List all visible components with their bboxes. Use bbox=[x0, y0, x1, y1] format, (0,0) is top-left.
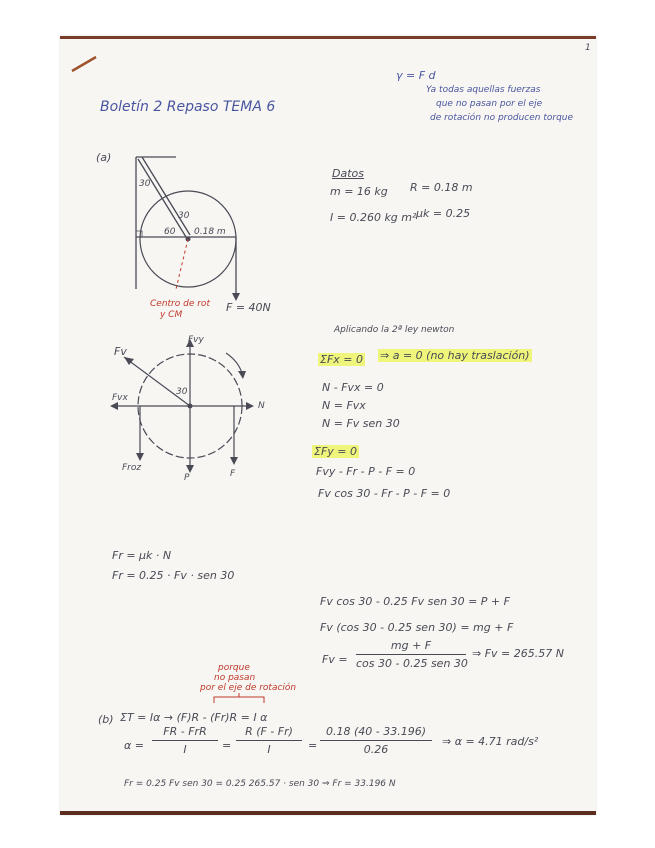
sum-fy-text: ΣFy = 0 bbox=[314, 445, 357, 458]
radius-label: 0.18 m bbox=[194, 227, 226, 237]
solve-eq-1: Fv cos 30 - 0.25 Fv sen 30 = P + F bbox=[320, 595, 510, 608]
alpha-f1-den: I bbox=[183, 743, 187, 756]
eq-n-minus-fvx: N - Fvx = 0 bbox=[322, 381, 384, 394]
datos-inertia: I = 0.260 kg m² bbox=[330, 211, 417, 224]
torque-note-line-3: de rotación no producen torque bbox=[430, 113, 574, 123]
notebook-page bbox=[60, 36, 596, 815]
note-bracket bbox=[210, 693, 270, 705]
no-translation-note bbox=[378, 349, 532, 362]
torque-formula: γ = F d bbox=[396, 69, 436, 82]
fv-result: ⇒ Fv = 265.57 N bbox=[472, 647, 564, 660]
part-b-note-2: no pasan bbox=[214, 673, 256, 683]
page-number: 1 bbox=[585, 43, 591, 53]
angle-60: 60 bbox=[164, 227, 176, 237]
datos-mass: m = 16 kg bbox=[330, 185, 388, 198]
solve-fraction bbox=[356, 639, 466, 670]
fbd-angle: 30 bbox=[176, 387, 188, 397]
datos-heading: Datos bbox=[332, 167, 364, 180]
eq-n-equals-fvx: N = Fvx bbox=[322, 399, 366, 412]
part-a-label: (a) bbox=[96, 151, 112, 164]
page-title: Boletín 2 Repaso TEMA 6 bbox=[100, 99, 276, 115]
force-f-label: F bbox=[230, 469, 236, 479]
weight-label: P bbox=[184, 473, 190, 483]
normal-label: N bbox=[258, 401, 265, 411]
solve-eq-2: Fv (cos 30 - 0.25 sen 30) = mg + F bbox=[320, 621, 514, 634]
torque-note-line-1: Ya todas aquellas fuerzas bbox=[426, 85, 541, 95]
eq-n-fv-sen: N = Fv sen 30 bbox=[322, 417, 400, 430]
equals-1: = bbox=[222, 739, 232, 752]
torque-note-line-2: que no pasan por el eje bbox=[436, 99, 543, 109]
sum-fy bbox=[312, 445, 359, 458]
pen-mark-icon bbox=[70, 53, 100, 73]
alpha-fraction-1 bbox=[152, 725, 218, 756]
friction-label: Froz bbox=[122, 463, 142, 473]
no-translation-text: ⇒ a = 0 (no hay traslación) bbox=[380, 349, 530, 362]
alpha-lhs: α = bbox=[124, 739, 144, 752]
fvy-label: Fvy bbox=[188, 335, 204, 345]
alpha-f1-num: FR - FrR bbox=[163, 725, 207, 738]
newton-heading: Aplicando la 2ª ley newton bbox=[334, 325, 455, 335]
friction-eq-2: Fr = 0.25 · Fv · sen 30 bbox=[112, 569, 235, 582]
fr-calculation: Fr = 0.25 Fv sen 30 = 0.25 265.57 · sen 30 ⇒ Fr = 33.196 N bbox=[124, 779, 396, 789]
alpha-fraction-3 bbox=[320, 725, 432, 756]
alpha-f3-num: 0.18 (40 - 33.196) bbox=[325, 725, 427, 738]
solve-numerator: mg + F bbox=[390, 639, 432, 652]
solve-fv-lhs: Fv = bbox=[322, 653, 348, 666]
center-label-2: y CM bbox=[160, 310, 183, 320]
wheel-diagram bbox=[120, 149, 250, 319]
fv-label: Fv bbox=[114, 345, 127, 358]
part-b-note-1: porque bbox=[218, 663, 250, 673]
fvx-label: Fvx bbox=[112, 393, 128, 403]
center-label-1: Centro de rot bbox=[150, 299, 210, 309]
alpha-f2-num: R (F - Fr) bbox=[245, 725, 293, 738]
part-b-label: (b) bbox=[98, 713, 114, 726]
angle-30-mid: 30 bbox=[178, 211, 190, 221]
alpha-fraction-2 bbox=[236, 725, 302, 756]
alpha-result: ⇒ α = 4.71 rad/s² bbox=[442, 735, 539, 748]
eq-fv-cos: Fv cos 30 - Fr - P - F = 0 bbox=[318, 487, 451, 500]
angle-30-top: 30 bbox=[139, 179, 151, 189]
datos-radius: R = 0.18 m bbox=[410, 181, 473, 194]
force-label: F = 40N bbox=[226, 301, 271, 314]
part-b-note-3: por el eje de rotación bbox=[200, 683, 297, 693]
friction-eq-1: Fr = μk · N bbox=[112, 549, 172, 562]
eq-fvy: Fvy - Fr - P - F = 0 bbox=[316, 465, 416, 478]
equals-2: = bbox=[308, 739, 318, 752]
sum-fx bbox=[318, 353, 365, 366]
torque-equation: ΣT = Iα → (F)R - (Fr)R = I α bbox=[120, 711, 268, 724]
datos-mu: μk = 0.25 bbox=[416, 207, 471, 220]
alpha-f2-den: I bbox=[267, 743, 271, 756]
sum-fx-text: ΣFx = 0 bbox=[320, 353, 363, 366]
alpha-f3-den: 0.26 bbox=[363, 743, 389, 756]
solve-denominator: cos 30 - 0.25 sen 30 bbox=[356, 657, 468, 670]
